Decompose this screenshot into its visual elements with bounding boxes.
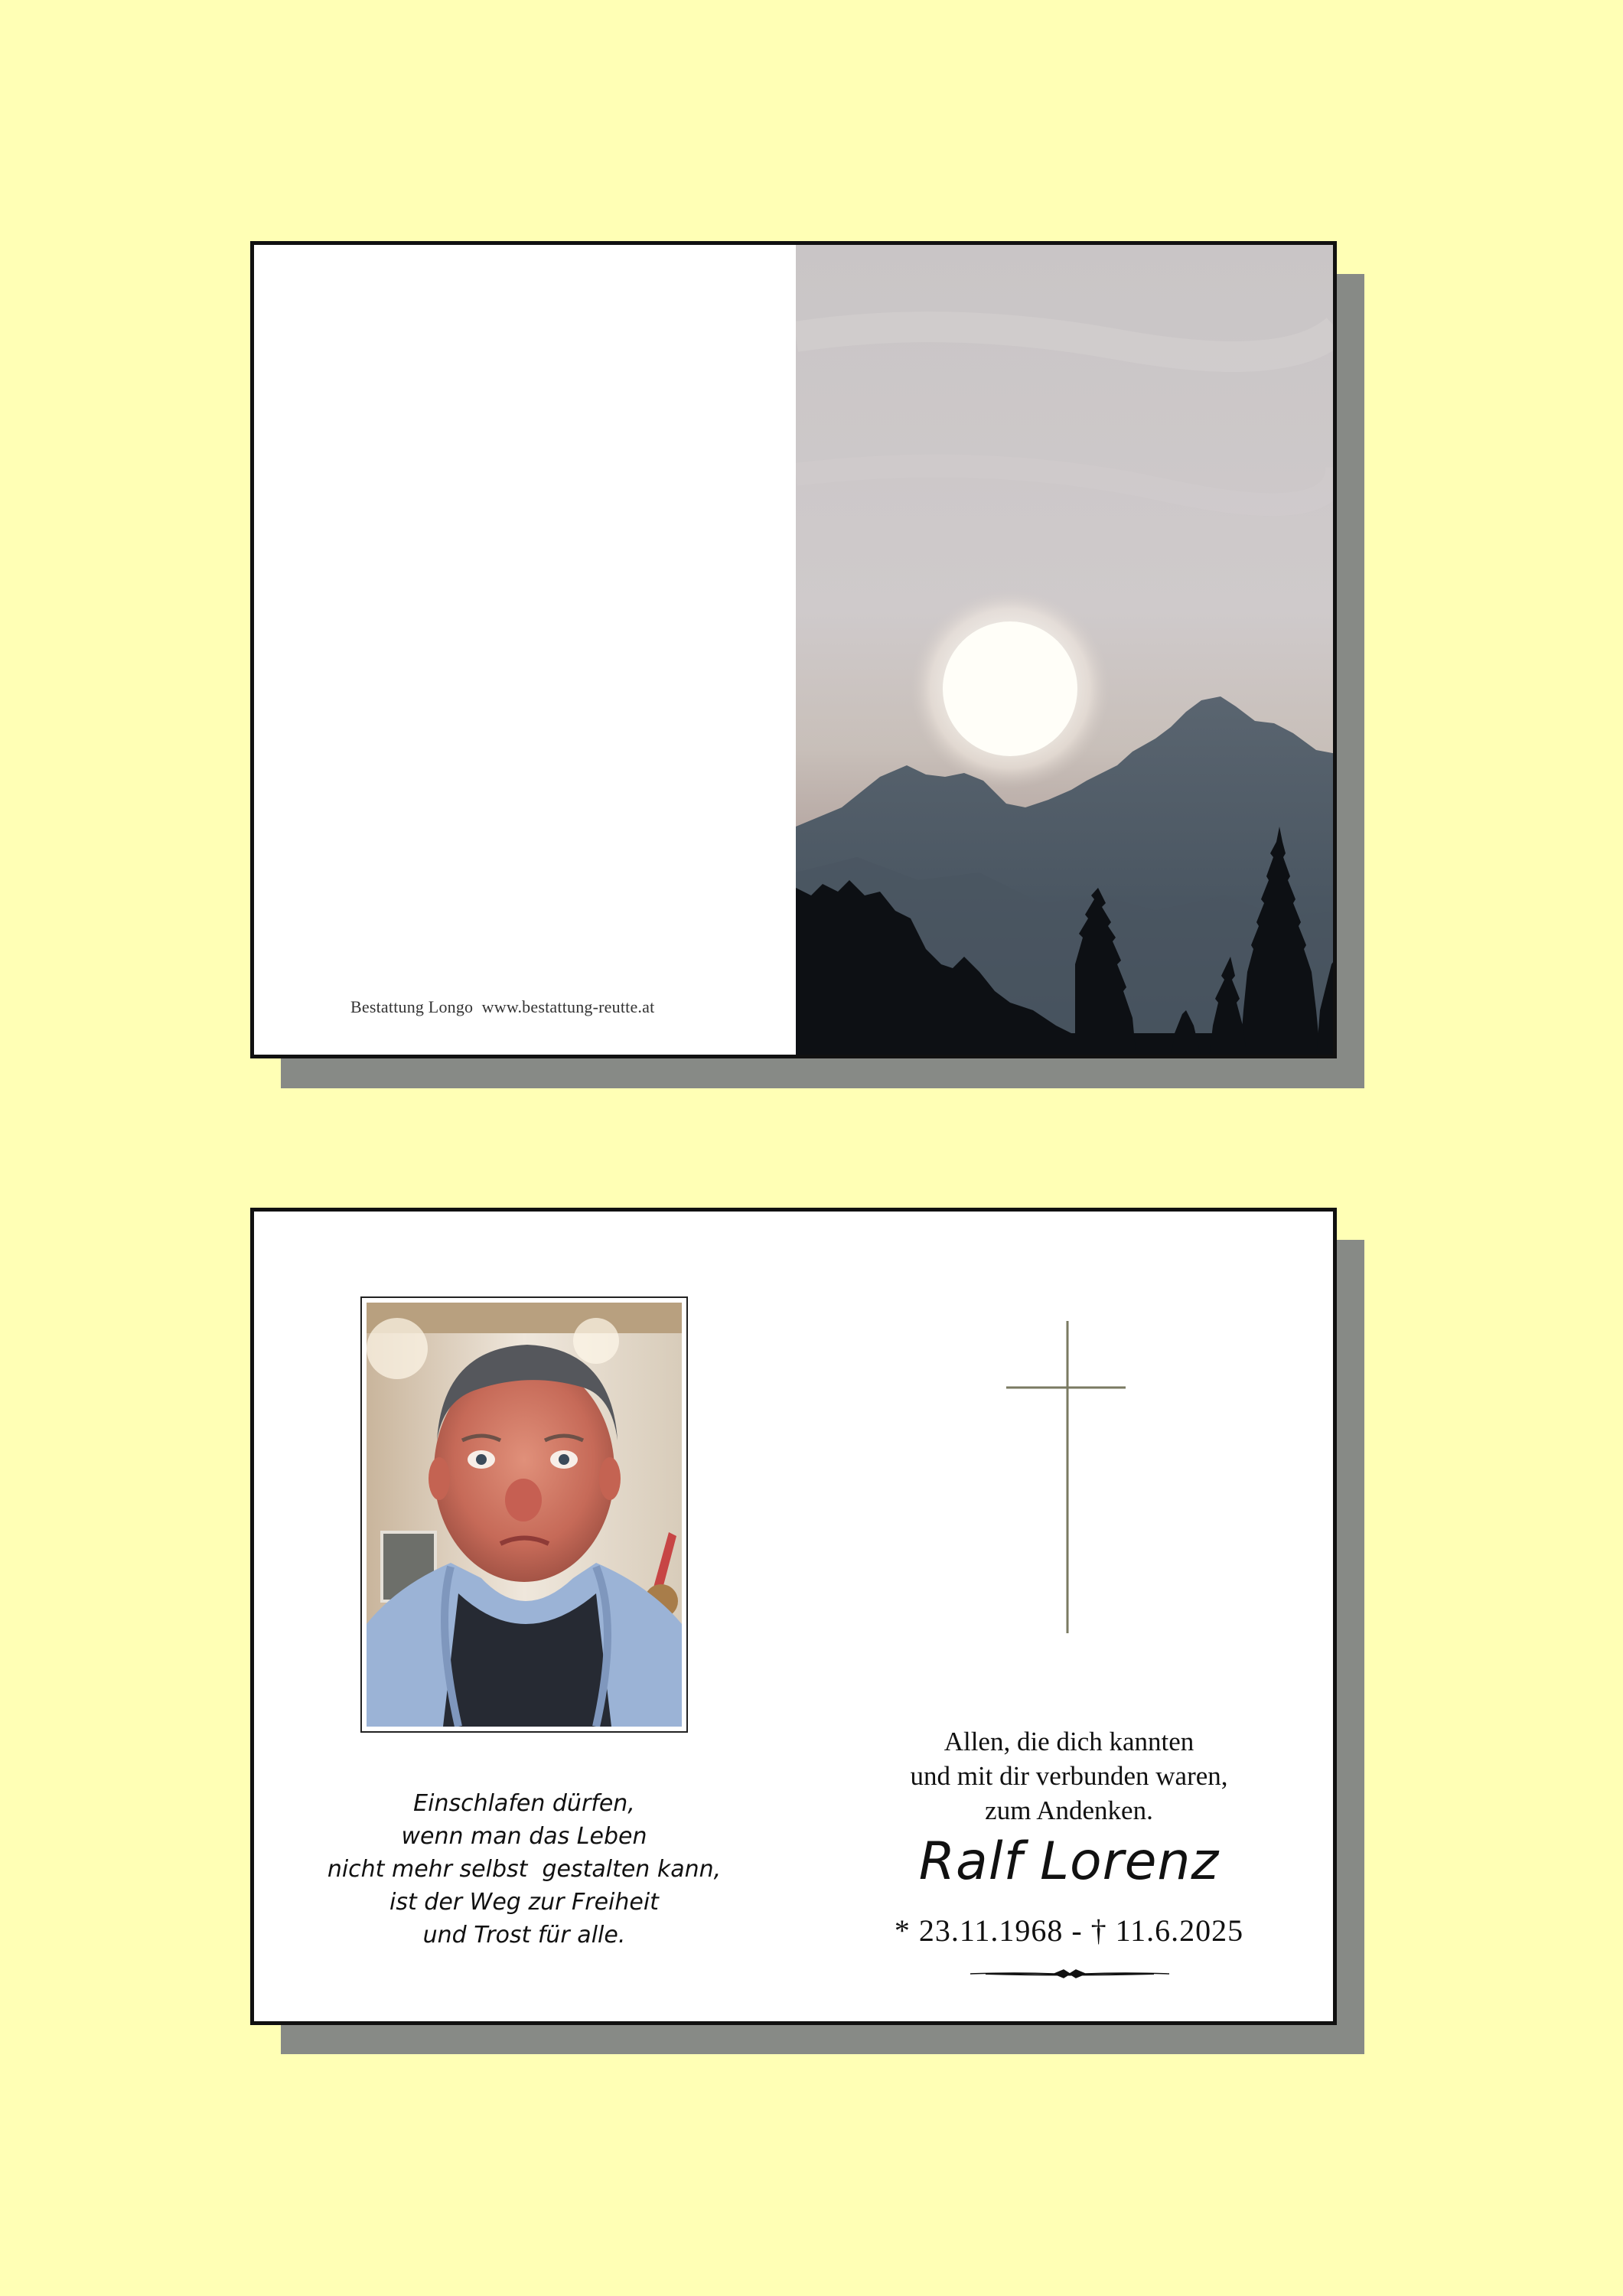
- portrait-photo: [367, 1303, 682, 1727]
- dedication-line: zum Andenken.: [985, 1795, 1153, 1825]
- dedication-line: und mit dir verbunden waren,: [910, 1761, 1228, 1791]
- poem-line: und Trost für alle.: [422, 1922, 626, 1949]
- life-dates: * 23.11.1968 - † 11.6.2025: [894, 1913, 1244, 1948]
- poem: [308, 1787, 741, 1952]
- deceased-name: Ralf Lorenz: [918, 1831, 1220, 1892]
- front-card: [250, 241, 1337, 1058]
- poem-line: wenn man das Leben: [401, 1823, 647, 1850]
- cross-icon: [1006, 1321, 1129, 1633]
- poem-line: ist der Weg zur Freiheit: [389, 1889, 659, 1916]
- ornament-divider-icon: [970, 1966, 1169, 1981]
- portrait-frame: [360, 1296, 688, 1733]
- poem-line: Einschlafen dürfen,: [413, 1790, 635, 1817]
- dedication: [836, 1724, 1302, 1828]
- funeral-home-footer: Bestattung Longo www.bestattung-reutte.at: [350, 997, 655, 1016]
- poem-line: nicht mehr selbst gestalten kann,: [327, 1856, 722, 1883]
- inner-card: [250, 1208, 1337, 2025]
- sunset-mountains-photo: [796, 245, 1337, 1058]
- dedication-line: Allen, die dich kannten: [943, 1727, 1194, 1756]
